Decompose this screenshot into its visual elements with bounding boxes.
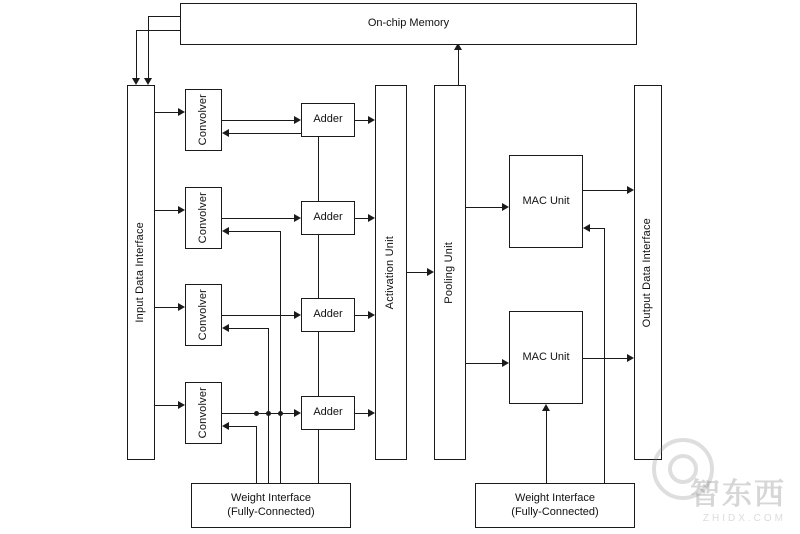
connector-memory-to-input-b [136,30,137,78]
block-weight-interface-right [475,483,635,528]
block-label: Pooling Unit [443,241,456,304]
block-label: Adder [313,308,343,321]
arrowhead-right [368,214,375,222]
connector-input-to-convolver-2 [155,210,179,211]
connector-input-to-convolver-1 [155,112,179,113]
arrowhead-right [368,311,375,319]
connector-activation-to-pooling [407,272,428,273]
junction-dot [266,411,271,416]
arrowhead-right [627,354,634,362]
arrowhead-down [132,78,140,85]
arrowhead-right [178,303,185,311]
connector-convolver-1-to-adder-1 [222,120,295,121]
arrowhead-left [222,227,229,235]
block-label: Output Data Interface [641,217,654,328]
connector-adder-1-to-activation [355,120,369,121]
block-label: Activation Unit [384,235,397,310]
block-label-line2: (Fully-Connected) [511,505,599,518]
connector-mac-2-to-output [583,358,628,359]
arrowhead-right [294,116,301,124]
connector-memory-to-input [148,16,181,17]
watermark-main-text: 智东西 [690,478,786,511]
connector-convolver-2-to-adder-2 [222,218,295,219]
arrowhead-right [627,186,634,194]
arrowhead-left [222,422,229,430]
block-label: Convolver [196,192,209,244]
arrowhead-right [178,206,185,214]
junction-dot [278,411,283,416]
arrowhead-right [368,409,375,417]
arrowhead-left [583,224,590,232]
arrowhead-left [222,324,229,332]
connector-input-to-convolver-4 [155,405,179,406]
block-label: Input Data Interface [134,222,147,323]
junction-dot [254,411,259,416]
connector-convolver-3-to-adder-3 [222,315,295,316]
connector-pooling-to-memory [458,49,459,86]
block-adder-4 [301,396,355,430]
arrowhead-right [427,268,434,276]
block-mac-unit-2 [509,311,583,404]
arrowhead-right [294,311,301,319]
block-label-line1: Weight Interface [515,491,595,504]
arrowhead-right [294,409,301,417]
connector-adder-3-to-activation [355,315,369,316]
block-label: Convolver [196,94,209,146]
connector-adder-4-to-activation [355,413,369,414]
arrowhead-up [542,404,550,411]
block-output-data-interface [634,85,662,460]
connector-weight-right-riser [604,228,605,483]
block-label-line2: (Fully-Connected) [227,505,315,518]
block-weight-interface-left [191,483,351,528]
connector-mac-1-feedback [589,228,604,229]
block-convolver-2 [185,187,222,249]
connector-memory-to-input [148,16,149,78]
block-convolver-4 [185,382,222,444]
block-activation-unit [375,85,407,460]
block-pooling-unit [434,85,466,460]
connector-adder-2-to-activation [355,218,369,219]
block-convolver-1 [185,89,222,151]
arrowhead-right [178,108,185,116]
block-label-line1: Weight Interface [231,491,311,504]
connector-input-to-convolver-3 [155,307,179,308]
connector-weight-left-riser-3 [280,231,281,483]
block-convolver-3 [185,284,222,346]
arrowhead-right [368,116,375,124]
block-mac-unit-1 [509,155,583,248]
connector-feedback-convolver-2 [228,231,280,232]
block-label: Convolver [196,387,209,439]
connector-weight-left-riser-2 [268,328,269,483]
connector-pooling-to-mac-1 [466,207,503,208]
connector-weight-right-to-mac-2 [546,411,547,483]
connector-memory-to-input-b [136,30,182,31]
block-label: Convolver [196,289,209,341]
block-label: Adder [313,406,343,419]
watermark-sub-text: ZHIDX.COM [702,513,786,524]
arrowhead-right [294,214,301,222]
block-label: On-chip Memory [367,17,450,30]
connector-pooling-to-mac-2 [466,363,503,364]
connector-feedback-convolver-3 [228,328,268,329]
block-input-data-interface [127,85,155,460]
connector-feedback-convolver-4 [228,426,256,427]
block-label: Adder [313,211,343,224]
arrowhead-right [502,359,509,367]
block-on-chip-memory [180,3,637,45]
block-label: MAC Unit [522,350,570,363]
arrowhead-left [222,129,229,137]
block-adder-1 [301,103,355,137]
connector-weight-left-riser-1 [256,426,257,483]
block-label: Adder [313,113,343,126]
arrowhead-down [144,78,152,85]
watermark-logo-icon [652,438,714,500]
block-label: MAC Unit [522,194,570,207]
connector-mac-1-to-output [583,190,628,191]
arrowhead-right [178,401,185,409]
block-adder-2 [301,201,355,235]
arrowhead-right [502,203,509,211]
block-adder-3 [301,298,355,332]
